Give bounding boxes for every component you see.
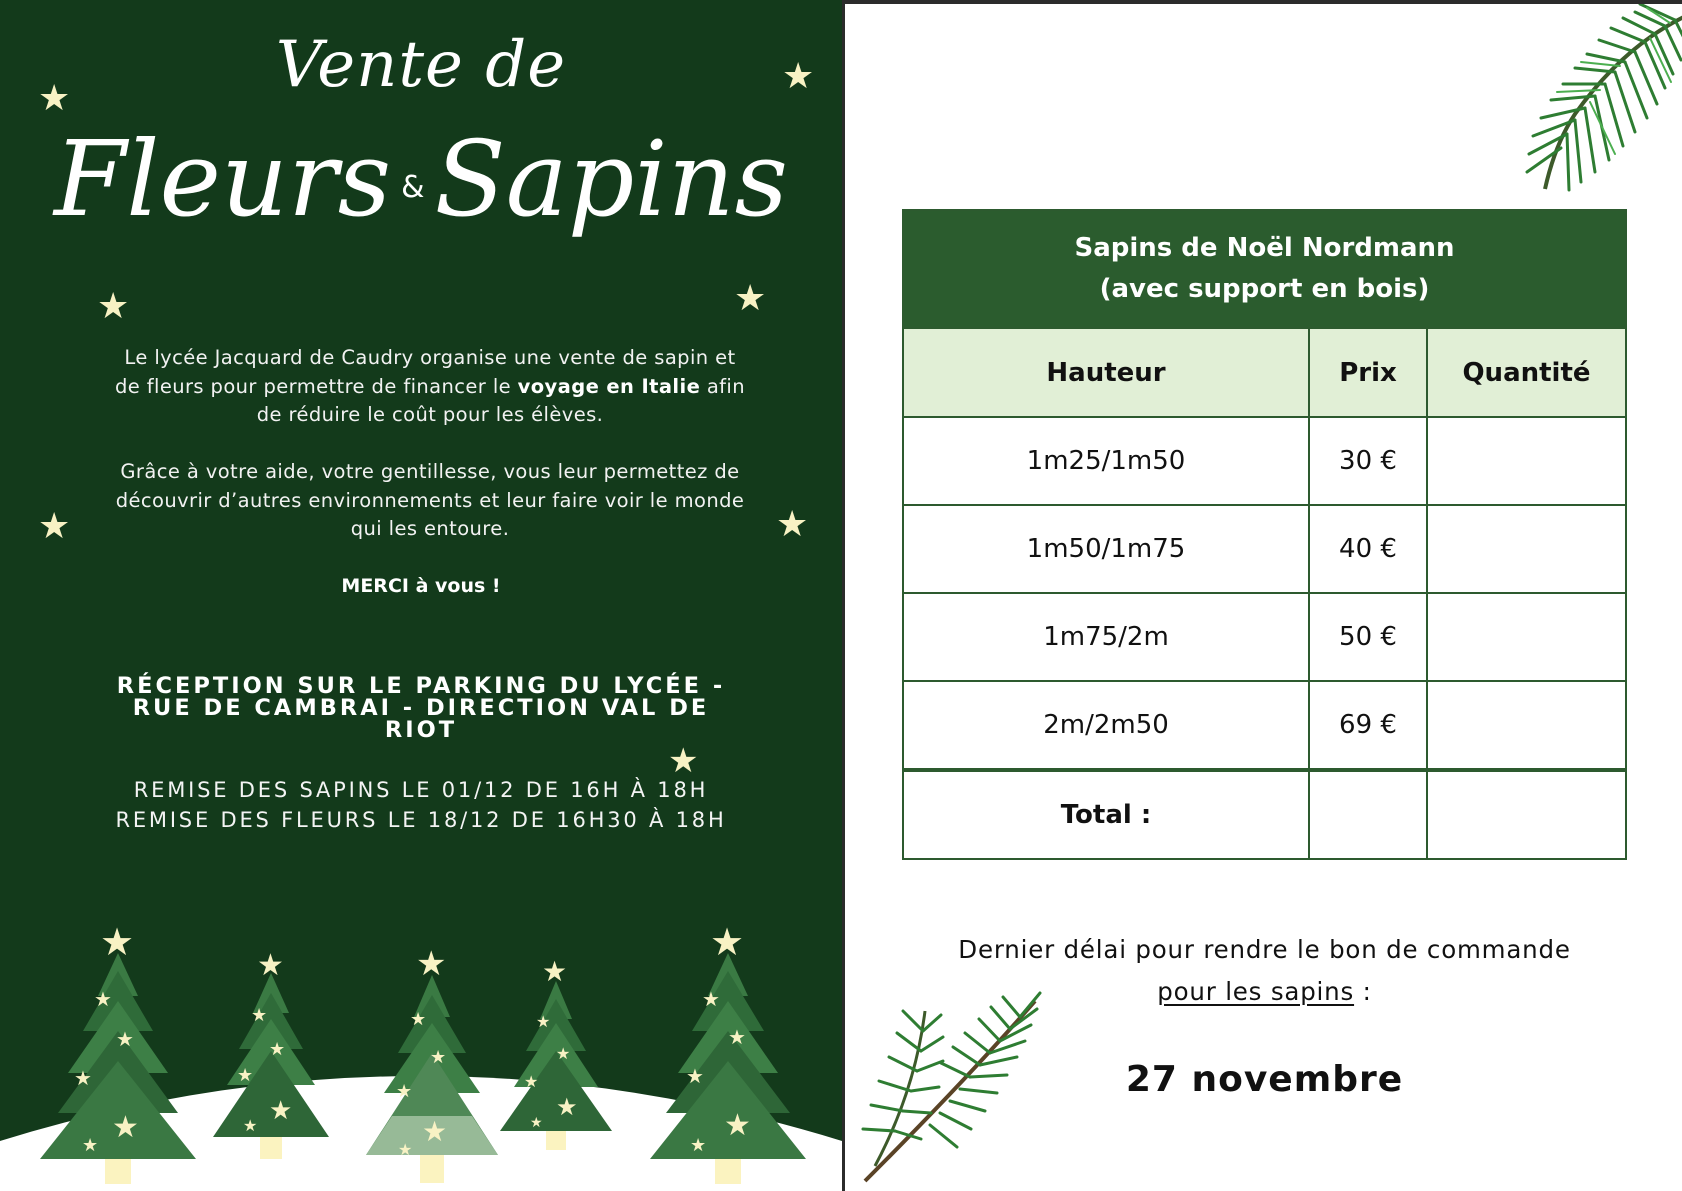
svg-text:★: ★: [728, 1027, 746, 1049]
star-icon: ★: [776, 503, 809, 544]
svg-text:★: ★: [396, 1081, 413, 1101]
star-icon: ★: [668, 742, 699, 780]
svg-text:★: ★: [542, 956, 568, 987]
total-label: Total :: [903, 770, 1309, 859]
svg-text:★: ★: [257, 949, 284, 982]
title-ampersand: &: [401, 170, 425, 206]
christmas-tree-icon: [40, 922, 196, 1184]
title-word-sapins: Sapins: [434, 118, 788, 240]
cell-prix: 69 €: [1309, 681, 1427, 770]
merci-text: MERCI à vous !: [341, 575, 501, 597]
deadline-date: 27 novembre: [1125, 1059, 1404, 1100]
star-icon: ★: [38, 505, 71, 546]
order-table: [902, 209, 1627, 860]
pine-branch-icon: [1475, 4, 1682, 194]
star-icon: ★: [782, 55, 815, 96]
table-row: [903, 681, 1626, 770]
svg-text:★: ★: [530, 1114, 543, 1130]
remise-sapins: REMISE DES SAPINS LE 01/12 DE 16H À 18H: [133, 778, 709, 802]
title-fleurs-sapins: [0, 118, 842, 240]
cell-hauteur: 1m75/2m: [903, 593, 1309, 681]
cell-hauteur: 1m25/1m50: [903, 417, 1309, 505]
deadline-line: Dernier délai pour rendre le bon de commande: [958, 935, 1571, 964]
title-word-fleurs: Fleurs: [54, 118, 392, 240]
table-row: [903, 593, 1626, 681]
svg-text:★: ★: [100, 922, 135, 964]
svg-text:★: ★: [74, 1068, 92, 1090]
svg-text:★: ★: [243, 1118, 258, 1135]
deadline-suffix: :: [1354, 977, 1372, 1006]
svg-text:★: ★: [251, 1005, 268, 1025]
svg-text:★: ★: [416, 945, 447, 983]
total-row: [903, 770, 1626, 859]
cell-hauteur: 2m/2m50: [903, 681, 1309, 770]
cell-quantite-input[interactable]: [1427, 505, 1626, 593]
svg-text:★: ★: [536, 1014, 551, 1031]
svg-text:★: ★: [422, 1116, 448, 1147]
intro-paragraph: [110, 344, 750, 430]
title-vente-de: Vente de: [275, 28, 567, 102]
header-prix: Prix: [1309, 328, 1427, 417]
intro-text-bold: voyage en Italie: [517, 374, 701, 398]
header-hauteur: Hauteur: [903, 328, 1309, 417]
header-quantite: Quantité: [1427, 328, 1626, 417]
svg-text:★: ★: [710, 922, 745, 964]
caption-line2: (avec support en bois): [1099, 274, 1430, 304]
svg-text:★: ★: [430, 1047, 447, 1067]
svg-text:★: ★: [686, 1066, 704, 1088]
cell-prix: 30 €: [1309, 417, 1427, 505]
svg-text:★: ★: [94, 989, 112, 1011]
svg-text:★: ★: [556, 1046, 571, 1063]
pine-branch-icon: [845, 991, 1055, 1191]
svg-text:★: ★: [702, 989, 720, 1011]
star-icon: ★: [97, 285, 130, 326]
svg-text:★: ★: [556, 1094, 578, 1121]
total-prix-cell[interactable]: [1309, 770, 1427, 859]
svg-text:★: ★: [269, 1095, 293, 1125]
svg-text:★: ★: [237, 1065, 254, 1085]
caption-line1: Sapins de Noël Nordmann: [1074, 233, 1455, 263]
cell-quantite-input[interactable]: [1427, 417, 1626, 505]
svg-text:★: ★: [398, 1142, 413, 1159]
cell-prix: 50 €: [1309, 593, 1427, 681]
remise-fleurs: REMISE DES FLEURS LE 18/12 DE 16H30 À 18H: [115, 808, 727, 832]
cell-hauteur: 1m50/1m75: [903, 505, 1309, 593]
svg-text:★: ★: [82, 1135, 99, 1155]
reception-info: RÉCEPTION SUR LE PARKING DU LYCÉE - RUE DE CAMBRAI - DIRECTION VAL DE RIOT: [116, 673, 726, 743]
table-row: [903, 505, 1626, 593]
table-caption: [903, 210, 1626, 328]
thanks-paragraph: Grâce à votre aide, votre gentillesse, vous leur permettez de découvrir d’autres environnements et leur faire voir le monde qui les entoure.: [115, 460, 745, 540]
star-icon: ★: [734, 277, 767, 318]
svg-text:★: ★: [690, 1135, 707, 1155]
christmas-tree-icon: [213, 949, 329, 1159]
cell-quantite-input[interactable]: [1427, 593, 1626, 681]
order-form-panel: [845, 4, 1682, 1191]
svg-text:★: ★: [269, 1039, 286, 1059]
christmas-tree-icon: [650, 922, 806, 1184]
svg-text:★: ★: [724, 1109, 751, 1142]
cell-prix: 40 €: [1309, 505, 1427, 593]
svg-text:★: ★: [116, 1029, 134, 1051]
deadline-underlined: pour les sapins: [1157, 977, 1355, 1006]
trees-illustration: [0, 901, 842, 1191]
svg-text:★: ★: [410, 1009, 427, 1029]
intro-text-b: afin de réduire le coût pour les élèves.: [256, 374, 746, 426]
christmas-tree-icon: [366, 945, 498, 1183]
christmas-tree-icon: [500, 956, 612, 1150]
star-icon: ★: [38, 77, 71, 118]
svg-text:★: ★: [524, 1074, 539, 1091]
svg-text:★: ★: [112, 1111, 139, 1144]
total-quantite-cell[interactable]: [1427, 770, 1626, 859]
table-row: [903, 417, 1626, 505]
intro-text-a: Le lycée Jacquard de Caudry organise une vente de sapin et de fleurs pour permettre de financer le: [114, 346, 736, 398]
cell-quantite-input[interactable]: [1427, 681, 1626, 770]
